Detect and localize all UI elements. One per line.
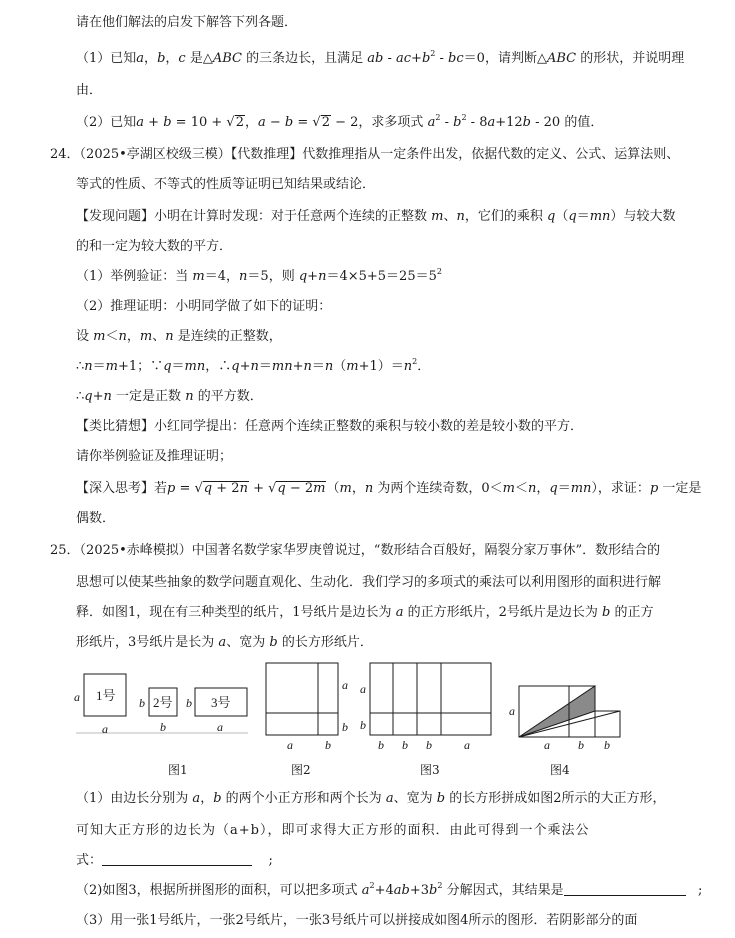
fig1-label-a-bottom2: a <box>217 720 223 734</box>
q25-s1-2 <box>76 822 589 840</box>
q23-p1-b: ，且满足 <box>311 51 364 66</box>
fig1-label-b-left: b <box>139 696 145 710</box>
q24-lead2 <box>76 176 375 194</box>
fig2-label-a-bottom: a <box>287 738 293 752</box>
q24-please <box>76 448 232 466</box>
q24-ex1-b: ，则 <box>268 269 295 284</box>
q25-s1-3-text: 式： <box>76 853 103 868</box>
q24-discover2-text: 的和一定为较大数的平方． <box>76 239 233 254</box>
q23-p2-b: ，求多项式 <box>358 115 424 130</box>
q25-lead <box>50 542 660 560</box>
q25-lead3-b: 的正方形纸片，2号纸片是边长为 <box>407 605 598 620</box>
fig1-label-b-bottom: b <box>160 720 166 734</box>
caption-fig3: 图3 <box>420 763 440 777</box>
q25-lead3: 释．如图1，现在有三种类型的纸片，1号纸片是边长为 a 的正方形纸片，2号纸片是边长为 b 的正方 <box>76 605 654 620</box>
caption-fig2: 图2 <box>291 763 311 777</box>
q23-part1-cont <box>76 82 102 100</box>
q24-proof2: ∴n＝m+1；∵q＝mn，$\therefore q+n=mn+n=n(m+1)=n^2$． <box>76 357 431 374</box>
fig1-label-a-bottom: a <box>102 722 108 736</box>
q24-discover-b: ，它们的乘积 <box>464 209 543 224</box>
q24-example: （1）举例验证：当 m＝4，n＝5，则 $q+n=4\times 5+5=25=5^2$ <box>76 267 442 284</box>
q23-p1-cont: 由． <box>76 83 103 98</box>
fig2-label-a-right: a <box>342 678 348 692</box>
q24-proof2-a: ∴ <box>76 359 85 374</box>
q24-deep-c: ），求证： <box>591 481 650 496</box>
caption-fig4: 图4 <box>550 763 570 777</box>
fig4-label-b2: b <box>604 738 610 752</box>
q24-please-text: 请你举例验证及推理证明； <box>76 449 233 464</box>
fig4-shaded-triangle <box>519 686 595 737</box>
q25-s1: （1）由边长分别为 a，b 的两个小正方形和两个长为 a、宽为 b 的长方形拼成如图2所示的大正方形， <box>76 791 666 806</box>
q24-analogy-text: 【类比猜想】小红同学提出：任意两个连续正整数的乘积与较小数的差是较小数的平方． <box>76 419 584 434</box>
q24-lead-text: 24．（2025•亭湖区校级三模）【代数推理】代数推理指从一定条件出发，依据代数的定义、公式、运算法则、 <box>50 147 680 162</box>
q25-s1-b: 的两个小正方形和两个长为 <box>225 791 382 806</box>
q25-s2-a: （2)如图3，根据所拼图形的面积，可以把多项式 <box>76 883 358 898</box>
q25-s3-text: （3）用一张1号纸片，一张2号纸片，一张3号纸片可以拼接成如图4所示的图形．若阴影部分的面 <box>76 913 638 928</box>
q25-lead2-text: 思想可以使某些抽象的数学问题直观化、生动化．我们学习的多项式的乘法可以利用图形的面积进行解 <box>76 575 662 590</box>
q25-lead3-c: 的正方 <box>614 605 654 620</box>
q23-p1-d: 的形状，并说明理 <box>580 51 685 66</box>
q25-s2-b: 分解因式，其结果是 <box>446 883 564 898</box>
tile-3-label: 3号 <box>211 695 231 710</box>
q25-lead4: 形纸片，3号纸片是长为 a、宽为 b 的长方形纸片． <box>76 635 373 650</box>
q24-proof1-a: 设 <box>76 329 90 344</box>
q23-part2: （2）已知a + b = 10 + √2，a − b = √2 − 2，求多项式 $a^2 - b^2 - 8a+12b - 20$ 的值． <box>76 113 604 130</box>
q25-s1-c: 、宽为 <box>393 791 433 806</box>
fig3-label-b2: b <box>402 738 408 752</box>
fig3-label-a-left: a <box>360 682 366 696</box>
q24-deep-a: 【深入思考】若 <box>76 481 168 496</box>
q23-p1-c: ，请判断△ <box>484 51 547 66</box>
q24-discover: 【发现问题】小明在计算时发现：对于任意两个连续的正整数 m、n，它们的乘积 q（q＝mn）与较大数 <box>76 209 676 224</box>
fig2-square <box>266 663 338 735</box>
q25-lead4-a: 形纸片，3号纸片是长为 <box>76 635 215 650</box>
q24-analogy <box>76 418 583 436</box>
q25-lead4-b: 、宽为 <box>226 635 266 650</box>
q25-s1-2-text: 可知大正方形的边长为（a+b），即可求得大正方形的面积．由此可得到一个乘法公 <box>76 823 590 838</box>
fig2-label-b-right: b <box>342 720 348 734</box>
intro-line <box>76 14 297 32</box>
q24-ex2 <box>76 298 331 316</box>
fig3-label-a: a <box>464 738 470 752</box>
q23-p2-a: （2）已知 <box>76 115 137 130</box>
q24-proof1: 设 m＜n，m、n 是连续的正整数， <box>76 329 282 344</box>
q23-part1: （1）已知a，b，c 是△ABC 的三条边长，且满足 ab - $ac+b^2 - bc=0$，请判断△ABC 的形状，并说明理 <box>76 49 685 66</box>
q24-proof3: ∴q+n 一定是正数 n 的平方数． <box>76 389 263 404</box>
q24-proof2-c: ，∴ <box>205 359 232 374</box>
q24-deep: 【深入思考】若p = √q + 2n + √q − 2m（m，n 为两个连续奇数，0＜m＜n，q＝mn），求证：p 一定是 <box>76 481 702 496</box>
q23-p1-a: （1）已知 <box>76 51 137 66</box>
q24-lead <box>50 146 679 164</box>
q24-discover-c: 与较大数 <box>623 209 676 224</box>
q24-discover2 <box>76 238 232 256</box>
q24-deep2 <box>76 510 115 528</box>
q24-proof3-b: 的平方数． <box>197 389 263 404</box>
tile-1-label: 1号 <box>96 688 116 703</box>
figures-area <box>0 655 735 755</box>
q24-proof1-b: 是连续的正整数， <box>177 329 282 344</box>
q23-p2-c: 的值． <box>564 115 604 130</box>
q25-s1-3: 式： ; <box>76 853 273 868</box>
q25-lead3-a: 释．如图1，现在有三种类型的纸片，1号纸片是边长为 <box>76 605 392 620</box>
fig1-label-a-left: a <box>74 690 80 704</box>
q25-lead2 <box>76 574 661 592</box>
q24-proof2-b: ；∵ <box>137 359 164 374</box>
fig4-label-a-bottom: a <box>544 738 550 752</box>
q24-proof3-a: 一定是正数 <box>116 389 182 404</box>
q24-ex1-a: （1）举例验证：当 <box>76 269 189 284</box>
fig3-label-b3: b <box>426 738 432 752</box>
q25-s1-a: （1）由边长分别为 <box>76 791 189 806</box>
fig3-label-b1: b <box>378 738 384 752</box>
intro-text: 请在他们解法的启发下解答下列各题． <box>76 15 298 30</box>
answer-blank-2[interactable] <box>564 883 686 896</box>
q25-lead4-c: 的长方形纸片． <box>281 635 373 650</box>
fig4-small-square <box>595 711 620 737</box>
q24-ex2-text: （2）推理证明：小明同学做了如下的证明： <box>76 299 332 314</box>
q25-lead-text: 25．（2025•赤峰模拟）中国著名数学家华罗庚曾说过，“数形结合百般好，隔裂分家万事休”．数形结合的 <box>50 543 661 558</box>
q25-s2: （2)如图3，根据所拼图形的面积，可以把多项式 $a^2+4ab+3b^2$ 分解因式，其结果是 ; <box>76 881 703 898</box>
fig3-label-b-left: b <box>360 718 366 732</box>
q24-deep-d: 一定是 <box>662 481 702 496</box>
fig3-rect <box>370 663 491 735</box>
q24-deep-b: 为两个连续奇数，0＜ <box>377 481 503 496</box>
fig4-label-b1: b <box>578 738 584 752</box>
tile-2-label: 2号 <box>153 695 173 710</box>
q24-lead2-text: 等式的性质、不等式的性质等证明已知结果或结论． <box>76 177 376 192</box>
answer-blank-1[interactable] <box>102 853 252 866</box>
q24-discover-a: 【发现问题】小明在计算时发现：对于任意两个连续的正整数 <box>76 209 428 224</box>
q24-deep2-text: 偶数． <box>76 511 116 526</box>
fig2-label-b-bottom: b <box>325 738 331 752</box>
caption-fig1: 图1 <box>168 763 188 777</box>
fig4-label-a-left: a <box>509 704 515 718</box>
q25-s3 <box>76 912 637 930</box>
q25-s1-d: 的长方形拼成如图2所示的大正方形， <box>449 791 666 806</box>
fig1-label-b-left2: b <box>186 696 192 710</box>
